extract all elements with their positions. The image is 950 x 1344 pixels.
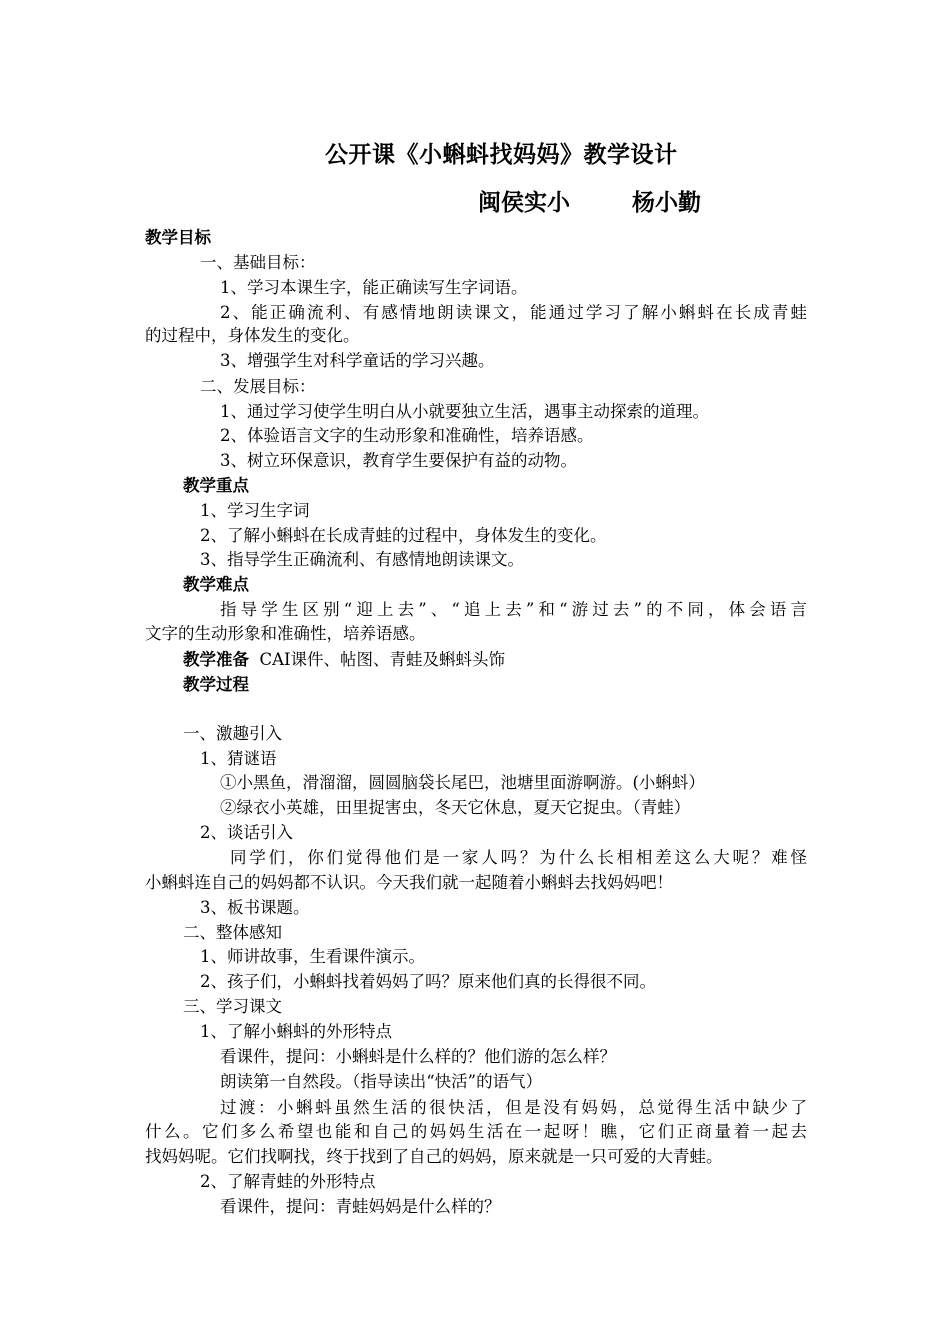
dev-goal-3: 3、树立环保意识，教育学生要保护有益的动物。 xyxy=(220,451,577,470)
document-title: 公开课《小蝌蚪找妈妈》教学设计 xyxy=(325,141,678,168)
transition-text-b: 什么。它们多么希望也能和自己的妈妈生活在一起呀！瞧，它们正商量着一起去 xyxy=(145,1122,807,1141)
key-point-1: 1、学习生字词 xyxy=(200,501,310,520)
goals-heading: 教学目标 xyxy=(145,228,211,247)
difficulty-text-b: 文字的生动形象和准确性，培养语感。 xyxy=(145,624,426,643)
key-point-2: 2、了解小蝌蚪在长成青蛙的过程中，身体发生的变化。 xyxy=(200,526,607,545)
school-name: 闽侯实小 xyxy=(478,189,570,216)
prep-heading: 教学准备 xyxy=(183,650,249,669)
basic-goal-1: 1、学习本课生字，能正确读写生字词语。 xyxy=(220,278,528,297)
section-3-item-2-question: 看课件，提问：青蛙妈妈是什么样的？ xyxy=(220,1197,501,1216)
section-3-item-1: 1、了解小蝌蚪的外形特点 xyxy=(200,1022,392,1041)
section-1-heading: 一、激趣引入 xyxy=(183,724,282,743)
basic-goals-heading: 一、基础目标： xyxy=(200,253,316,272)
section-1-item-3: 3、板书课题。 xyxy=(200,898,310,917)
section-2-heading: 二、整体感知 xyxy=(183,923,282,942)
key-point-3: 3、指导学生正确流利、有感情地朗读课文。 xyxy=(200,550,524,569)
riddle-2: ②绿衣小英雄，田里捉害虫，冬天它休息，夏天它捉虫。（青蛙） xyxy=(220,798,691,817)
talk-text-a: 同学们，你们觉得他们是一家人吗？为什么长相相差这么大呢？难怪 xyxy=(230,848,807,867)
dev-goal-2: 2、体验语言文字的生动形象和准确性，培养语感。 xyxy=(220,426,594,445)
basic-goal-3: 3、增强学生对科学童话的学习兴趣。 xyxy=(220,351,495,370)
transition-text-a: 过渡：小蝌蚪虽然生活的很快活，但是没有妈妈，总觉得生活中缺少了 xyxy=(220,1098,807,1117)
section-3-item-1-question: 看课件，提问：小蝌蚪是什么样的？他们游的怎么样？ xyxy=(220,1047,616,1066)
dev-goals-heading: 二、发展目标： xyxy=(200,377,316,396)
prep-text: CAI课件、帖图、青蛙及蝌蚪头饰 xyxy=(259,650,506,669)
section-2-item-2: 2、孩子们，小蝌蚪找着妈妈了吗？原来他们真的长得很不同。 xyxy=(200,972,656,991)
key-points-heading: 教学重点 xyxy=(183,476,249,495)
dev-goal-1: 1、通过学习使学生明白从小就要独立生活，遇事主动探索的道理。 xyxy=(220,402,709,421)
section-3-item-1-reading: 朗读第一自然段。（指导读出“快活”的语气） xyxy=(220,1072,543,1091)
riddle-1: ①小黑鱼，滑溜溜，圆圆脑袋长尾巴，池塘里面游啊游。(小蝌蚪） xyxy=(220,773,705,792)
prep-line xyxy=(183,648,505,672)
section-2-item-1: 1、师讲故事，生看课件演示。 xyxy=(200,947,425,966)
author-line xyxy=(478,184,701,217)
section-1-item-1: 1、猜谜语 xyxy=(200,749,277,768)
transition-text-c: 找妈妈呢。它们找啊找，终于找到了自己的妈妈，原来就是一只可爱的大青蛙。 xyxy=(145,1147,723,1166)
difficulty-text-a: 指导学生区别“迎上去”、“追上去”和“游过去”的不同，体会语言 xyxy=(220,600,807,619)
basic-goal-2b: 的过程中，身体发生的变化。 xyxy=(145,326,360,345)
section-3-heading: 三、学习课文 xyxy=(183,997,282,1016)
section-1-item-2: 2、谈话引入 xyxy=(200,823,293,842)
section-3-item-2: 2、了解青蛙的外形特点 xyxy=(200,1172,376,1191)
difficulty-heading: 教学难点 xyxy=(183,575,249,594)
talk-text-b: 小蝌蚪连自己的妈妈都不认识。今天我们就一起随着小蝌蚪去找妈妈吧！ xyxy=(145,873,673,892)
process-heading: 教学过程 xyxy=(183,675,249,694)
basic-goal-2a: 2、能正确流利、有感情地朗读课文，能通过学习了解小蝌蚪在长成青蛙 xyxy=(220,303,807,322)
author-name: 杨小勤 xyxy=(632,189,701,216)
